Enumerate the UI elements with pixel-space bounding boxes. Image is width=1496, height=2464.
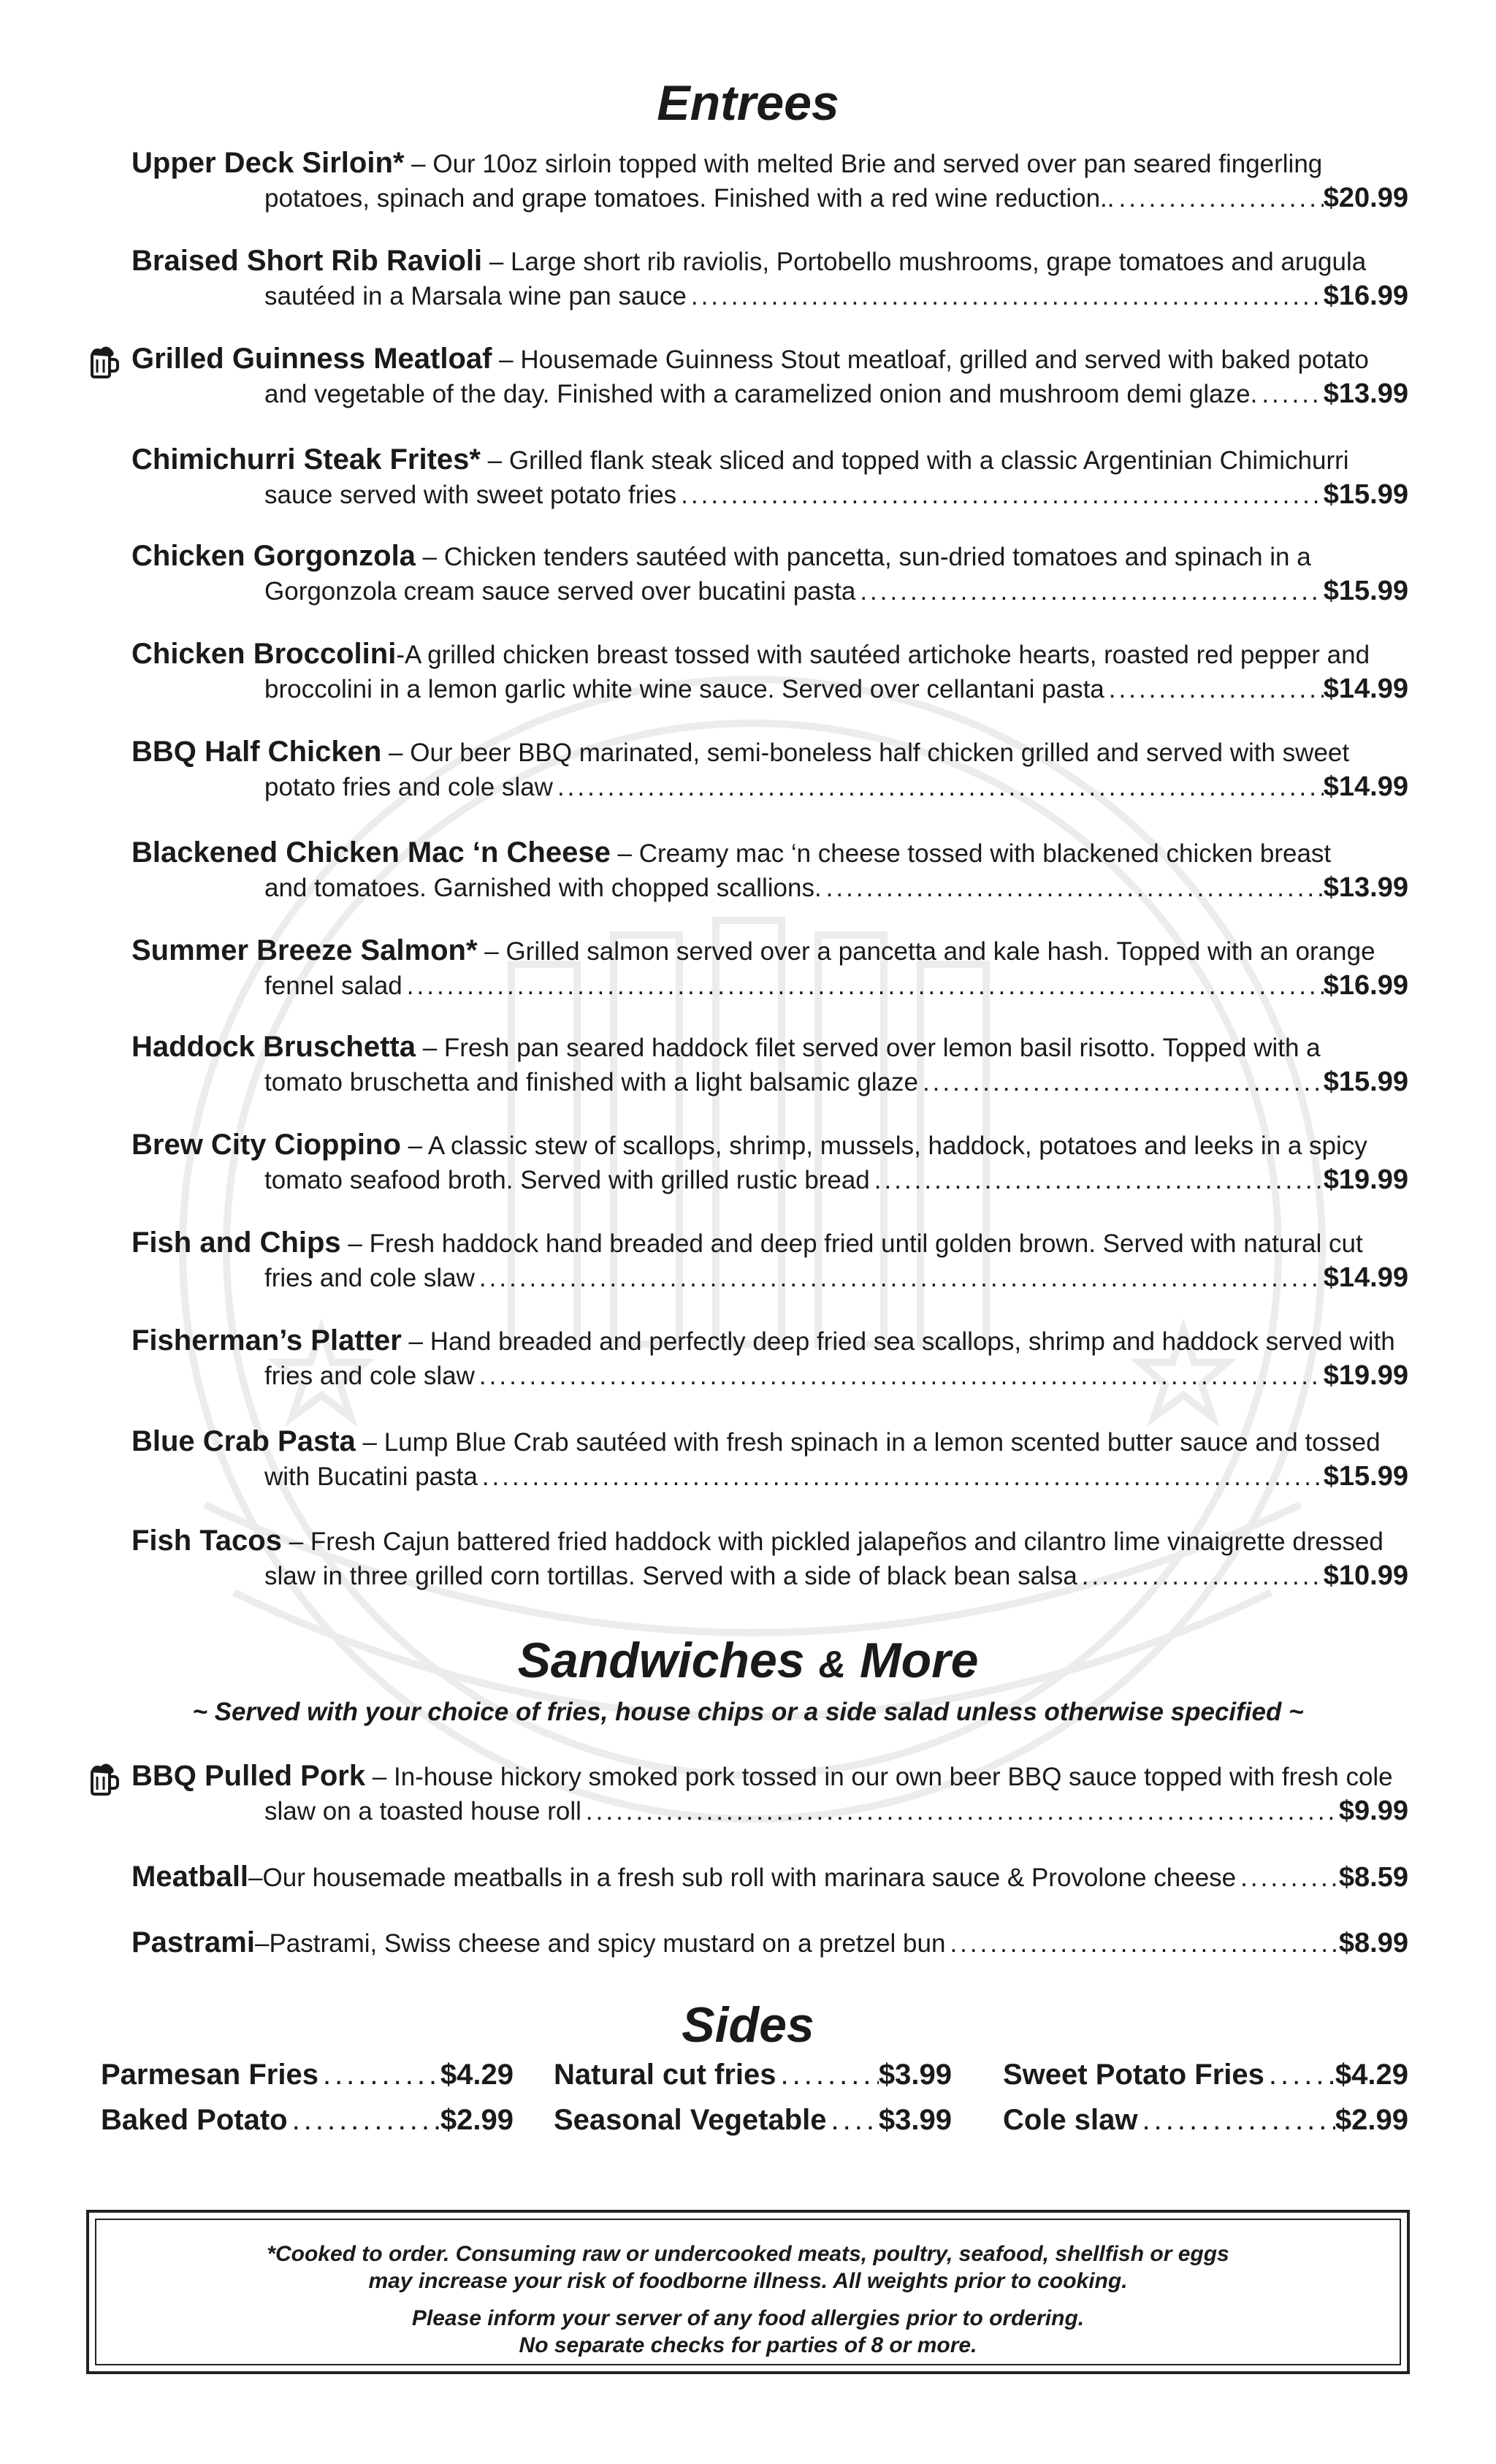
item-description-cont: potatoes, spinach and grape tomatoes. Finished with a red wine reduction.. (264, 184, 1115, 213)
leader-dots (553, 770, 1324, 804)
item-second-line (131, 1261, 1408, 1295)
item-description: Fresh haddock hand breaded and deep fried until golden brown. Served with natural cut (369, 1229, 1363, 1258)
item-description-cont: fries and cole slaw (264, 1264, 475, 1292)
sandwiches-title-more: More (859, 1633, 979, 1688)
item-second-line (131, 574, 1408, 609)
item-line (131, 1860, 1408, 1895)
disclaimer-line: may increase your risk of foodborne illness. All weights prior to cooking. (368, 2269, 1128, 2293)
side-name: Natural cut fries (554, 2059, 776, 2091)
item-separator: – (365, 1763, 394, 1791)
item-price: $13.99 (1323, 872, 1408, 903)
item-description: Creamy mac ‘n cheese tossed with blackened chicken breast (638, 839, 1332, 868)
leader-dots (1257, 377, 1323, 411)
item-second-line (131, 1065, 1408, 1099)
side-price: $3.99 (878, 2104, 952, 2136)
item-description: Housemade Guinness Stout meatloaf, grilled and served with baked potato (520, 346, 1369, 374)
item-separator: – (254, 1929, 270, 1958)
item-separator: – (281, 1527, 310, 1556)
item-name: Braised Short Rib Ravioli (131, 245, 483, 277)
item-name: Grilled Guinness Meatloaf (131, 343, 492, 375)
menu-item (131, 1128, 1408, 1197)
sandwiches-title-amp: & (818, 1644, 847, 1686)
menu-item (131, 637, 1408, 706)
item-separator: – (248, 1864, 263, 1892)
menu-item (131, 1926, 1408, 1961)
menu-item (131, 735, 1408, 804)
leader-dots (1236, 1861, 1339, 1895)
item-separator: – (492, 346, 521, 374)
item-price: $16.99 (1323, 970, 1408, 1001)
item-name: Summer Breeze Salmon* (131, 934, 478, 966)
item-description: A classic stew of scallops, shrimp, mussels, haddock, potatoes and leeks in a spicy (427, 1132, 1367, 1160)
leader-dots (288, 2104, 440, 2137)
item-price: $19.99 (1323, 1164, 1408, 1195)
item-first-line (131, 637, 1408, 672)
item-price: $8.59 (1338, 1862, 1408, 1893)
item-first-line (131, 836, 1408, 871)
item-separator: – (482, 248, 511, 276)
item-description-cont: sautéed in a Marsala wine pan sauce (264, 282, 687, 310)
item-description: Hand breaded and perfectly deep fried sea scallops, shrimp and haddock served with (430, 1327, 1395, 1356)
item-description-cont: with Bucatini pasta (264, 1462, 478, 1491)
menu-item (131, 1860, 1408, 1895)
leader-dots (1077, 1559, 1324, 1593)
item-description: Fresh pan seared haddock filet served over lemon basil risotto. Topped with a (443, 1034, 1321, 1062)
item-first-line (131, 443, 1408, 478)
item-first-line (131, 1128, 1408, 1163)
menu-item (131, 342, 1408, 411)
item-price: $15.99 (1323, 1461, 1408, 1492)
side-name: Parmesan Fries (101, 2059, 318, 2091)
side-name: Baked Potato (101, 2104, 288, 2136)
item-second-line (131, 478, 1408, 512)
item-separator: – (415, 543, 444, 571)
item-first-line (131, 735, 1408, 770)
leader-dots (687, 279, 1324, 313)
item-description-cont: potato fries and cole slaw (264, 773, 553, 801)
item-description: Pastrami, Swiss cheese and spicy mustard on a pretzel bun (269, 1929, 946, 1958)
entrees-title: Entrees (657, 75, 839, 131)
side-price: $2.99 (1335, 2104, 1408, 2136)
side-name: Cole slaw (1003, 2104, 1138, 2136)
item-description: Grilled salmon served over a pancetta and kale hash. Topped with an orange (505, 937, 1375, 966)
item-first-line (131, 146, 1408, 181)
item-second-line (131, 672, 1408, 706)
item-name: BBQ Pulled Pork (131, 1760, 366, 1792)
beer-mug-icon (89, 1761, 120, 1797)
item-name: Fisherman’s Platter (131, 1324, 402, 1357)
leader-dots (402, 969, 1324, 1003)
item-price: $14.99 (1323, 1262, 1408, 1293)
disclaimer-box (86, 2210, 1410, 2374)
side-item (101, 2059, 514, 2091)
item-description-cont: fries and cole slaw (264, 1362, 475, 1390)
item-description-cont: tomato seafood broth. Served with grilled rustic bread (264, 1166, 870, 1194)
item-second-line (131, 1794, 1408, 1828)
item-description: Our housemade meatballs in a fresh sub roll with marinara sauce & Provolone cheese (262, 1864, 1237, 1892)
sides-title: Sides (682, 1997, 814, 2053)
side-item (554, 2059, 952, 2091)
item-name: Blackened Chicken Mac ‘n Cheese (131, 836, 611, 869)
disclaimer-line: Please inform your server of any food allergies prior to ordering. (411, 2306, 1085, 2330)
sandwiches-title (0, 1633, 1496, 1688)
item-separator: – (340, 1229, 370, 1258)
item-description: Fresh Cajun battered fried haddock with pickled jalapeños and cilantro lime vinaigrette dressed (310, 1527, 1384, 1556)
item-description: Our beer BBQ marinated, semi-boneless half chicken grilled and served with sweet (410, 739, 1350, 767)
item-name: Chicken Broccolini (131, 638, 397, 670)
item-second-line (131, 770, 1408, 804)
item-separator: – (415, 1034, 444, 1062)
item-price: $19.99 (1323, 1360, 1408, 1391)
leader-dots (1104, 672, 1324, 706)
side-item (1003, 2059, 1408, 2091)
leader-dots (581, 1794, 1339, 1828)
item-description-cont: broccolini in a lemon garlic white wine sauce. Served over cellantani pasta (264, 675, 1104, 703)
item-name: Upper Deck Sirloin* (131, 147, 405, 179)
item-first-line (131, 1324, 1408, 1359)
disclaimer-inner (95, 2219, 1401, 2365)
side-price: $4.29 (440, 2059, 514, 2091)
leader-dots (776, 2059, 879, 2091)
sandwiches-title-main: Sandwiches (517, 1633, 805, 1688)
menu-item (131, 1324, 1408, 1393)
item-separator: – (401, 1327, 430, 1356)
item-separator: – (381, 739, 411, 767)
item-name: Meatball (131, 1861, 249, 1893)
item-first-line (131, 1524, 1408, 1559)
leader-dots (1264, 2059, 1335, 2091)
menu-item (131, 146, 1408, 215)
menu-item (131, 443, 1408, 512)
item-second-line (131, 1460, 1408, 1494)
item-price: $20.99 (1323, 183, 1408, 213)
item-name: Fish Tacos (131, 1525, 282, 1557)
leader-dots (822, 871, 1324, 905)
item-first-line (131, 244, 1408, 279)
leader-dots (475, 1261, 1324, 1295)
item-second-line (131, 969, 1408, 1003)
item-price: $15.99 (1323, 1067, 1408, 1097)
menu-item (131, 1524, 1408, 1593)
leader-dots (318, 2059, 440, 2091)
item-price: $16.99 (1323, 281, 1408, 311)
item-price: $15.99 (1323, 479, 1408, 510)
side-name: Sweet Potato Fries (1003, 2059, 1264, 2091)
menu-item (131, 836, 1408, 905)
item-separator: – (355, 1428, 384, 1457)
sides-row (101, 2059, 1408, 2104)
item-name: Chimichurri Steak Frites* (131, 443, 481, 476)
item-description-cont: slaw in three grilled corn tortillas. Served with a side of black bean salsa (264, 1562, 1077, 1590)
item-first-line (131, 1226, 1408, 1261)
leader-dots (676, 478, 1324, 512)
leader-dots (855, 574, 1323, 609)
side-price: $3.99 (878, 2059, 952, 2091)
item-price: $14.99 (1323, 771, 1408, 802)
item-second-line (131, 377, 1408, 411)
item-separator: - (396, 641, 405, 669)
menu-item (131, 1030, 1408, 1099)
item-description: Large short rib raviolis, Portobello mushrooms, grape tomatoes and arugula (511, 248, 1367, 276)
leader-dots (1114, 181, 1323, 215)
side-price: $2.99 (440, 2104, 514, 2136)
sides-row (101, 2104, 1408, 2149)
item-separator: – (610, 839, 639, 868)
menu-item (131, 244, 1408, 313)
item-description: Grilled flank steak sliced and topped with a classic Argentinian Chimichurri (508, 446, 1349, 475)
beer-mug-icon (89, 343, 120, 380)
leader-dots (1138, 2104, 1335, 2137)
disclaimer-line: No separate checks for parties of 8 or more. (519, 2333, 977, 2357)
sandwiches-subtitle: ~ Served with your choice of fries, house chips or a side salad unless otherwise specified ~ (192, 1698, 1304, 1726)
item-first-line (131, 934, 1408, 969)
item-price: $14.99 (1323, 674, 1408, 704)
item-name: BBQ Half Chicken (131, 736, 382, 768)
item-description-cont: tomato bruschetta and finished with a light balsamic glaze (264, 1068, 918, 1096)
item-name: Fish and Chips (131, 1227, 341, 1259)
item-description-cont: fennel salad (264, 972, 402, 1000)
item-name: Pastrami (131, 1926, 255, 1958)
item-line (131, 1926, 1408, 1961)
item-price: $13.99 (1323, 378, 1408, 409)
item-separator: – (480, 446, 509, 475)
item-first-line (131, 342, 1408, 377)
item-description-cont: sauce served with sweet potato fries (264, 481, 677, 509)
item-separator: – (404, 150, 433, 178)
item-first-line (131, 1759, 1408, 1794)
item-name: Blue Crab Pasta (131, 1425, 356, 1457)
menu-item (131, 1424, 1408, 1494)
menu-item (131, 934, 1408, 1003)
leader-dots (870, 1163, 1324, 1197)
leader-dots (827, 2104, 879, 2137)
side-price: $4.29 (1335, 2059, 1408, 2091)
side-name: Seasonal Vegetable (554, 2104, 827, 2136)
item-price: $10.99 (1323, 1560, 1408, 1591)
side-item (554, 2104, 952, 2137)
leader-dots (478, 1460, 1324, 1494)
item-description: Lump Blue Crab sautéed with fresh spinach in a lemon scented butter sauce and tossed (383, 1428, 1381, 1457)
item-description: A grilled chicken breast tossed with sautéed artichoke hearts, roasted red pepper and (404, 641, 1370, 669)
leader-dots (945, 1926, 1338, 1961)
side-item (101, 2104, 514, 2137)
item-name: Chicken Gorgonzola (131, 540, 416, 572)
menu-item (131, 1226, 1408, 1295)
disclaimer-line: *Cooked to order. Consuming raw or undercooked meats, poultry, seafood, shellfish or eggs (267, 2242, 1229, 2266)
leader-dots (918, 1065, 1324, 1099)
item-description: Our 10oz sirloin topped with melted Brie and served over pan seared fingerling (432, 150, 1323, 178)
item-second-line (131, 279, 1408, 313)
item-description-cont: and tomatoes. Garnished with chopped scallions. (264, 874, 822, 902)
item-price: $15.99 (1323, 576, 1408, 606)
item-name: Haddock Bruschetta (131, 1031, 416, 1063)
leader-dots (475, 1359, 1324, 1393)
item-second-line (131, 1359, 1408, 1393)
menu-item (131, 1759, 1408, 1828)
item-second-line (131, 871, 1408, 905)
sides-list (101, 2059, 1408, 2149)
item-description-cont: Gorgonzola cream sauce served over bucatini pasta (264, 577, 856, 606)
item-price: $9.99 (1338, 1796, 1408, 1826)
side-item (1003, 2104, 1408, 2137)
item-first-line (131, 1424, 1408, 1460)
item-separator: – (400, 1132, 428, 1160)
item-price: $8.99 (1338, 1928, 1408, 1958)
item-second-line (131, 1163, 1408, 1197)
menu-item (131, 539, 1408, 609)
item-first-line (131, 1030, 1408, 1065)
item-second-line (131, 181, 1408, 215)
item-description-cont: slaw on a toasted house roll (264, 1797, 581, 1826)
item-description-cont: and vegetable of the day. Finished with a caramelized onion and mushroom demi glaze. (264, 380, 1258, 408)
item-name: Brew City Cioppino (131, 1129, 401, 1161)
item-first-line (131, 539, 1408, 574)
item-description: In-house hickory smoked pork tossed in our own beer BBQ sauce topped with fresh cole (393, 1763, 1393, 1791)
item-second-line (131, 1559, 1408, 1593)
item-description: Chicken tenders sautéed with pancetta, sun-dried tomatoes and spinach in a (443, 543, 1311, 571)
item-separator: – (477, 937, 506, 966)
